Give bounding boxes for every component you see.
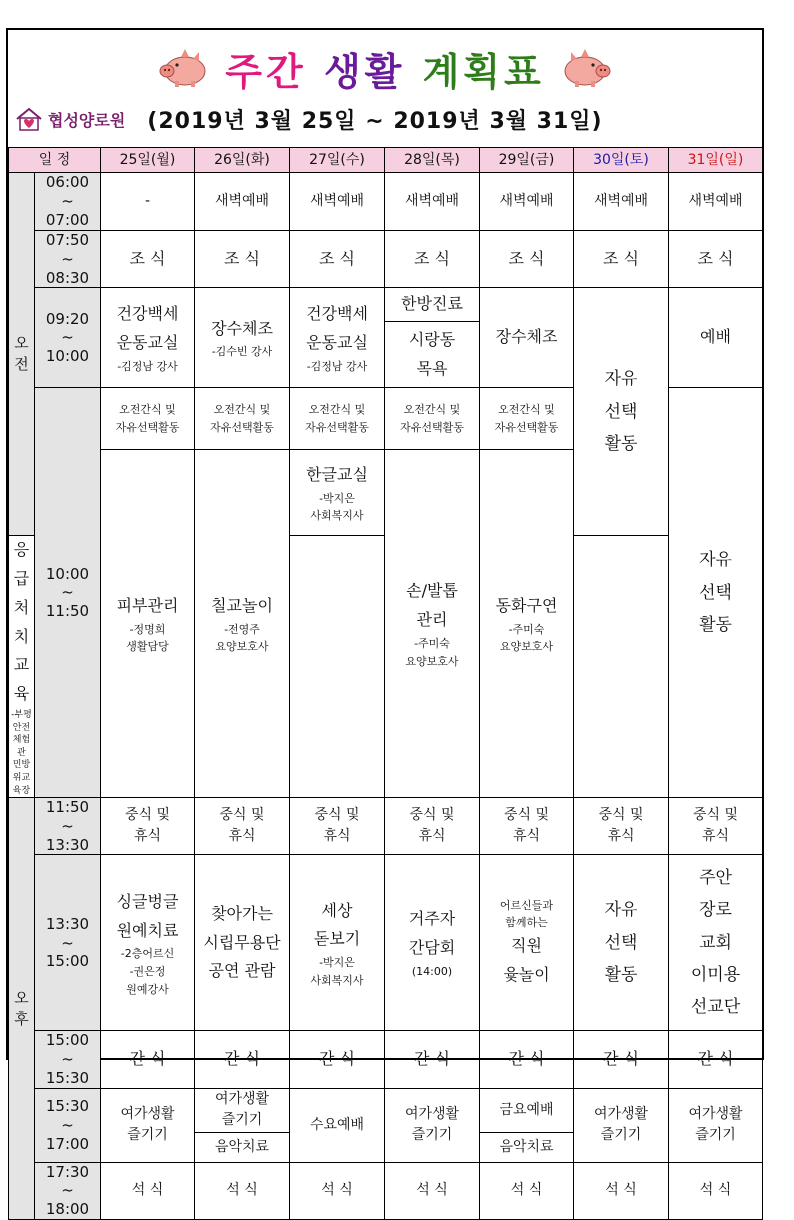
schedule-cell: 조 식 — [101, 231, 195, 288]
time-slot: 07:50 ~ 08:30 — [35, 231, 101, 288]
time-slot: 13:30 ~ 15:00 — [35, 855, 101, 1031]
schedule-cell: 간 식 — [101, 1031, 195, 1088]
schedule-cell: 새벽예배 — [669, 173, 763, 231]
schedule-cell: 조 식 — [669, 231, 763, 288]
schedule-cell: 간 식 — [480, 1031, 574, 1088]
page-title — [225, 41, 544, 96]
schedule-cell: 자유 선택 활동 — [574, 288, 669, 536]
header-row — [9, 148, 763, 173]
time-slot: 15:30 ~ 17:00 — [35, 1088, 101, 1162]
day-header: 26일(화) — [195, 148, 290, 173]
schedule-cell: 어르신들과 함께하는 직원 윷놀이 — [480, 855, 574, 1031]
schedule-cell: 시랑동 목욕 — [385, 322, 480, 388]
title-word: 주간 — [225, 49, 307, 94]
schedule-header: 일 정 — [9, 148, 101, 173]
schedule-cell: 조 식 — [574, 231, 669, 288]
schedule-cell: 건강백세 운동교실 -김정남 강사 — [290, 288, 385, 388]
schedule-cell: 석 식 — [480, 1162, 574, 1219]
schedule-cell: 오전간식 및 자유선택활동 — [195, 388, 290, 450]
schedule-cell: 조 식 — [480, 231, 574, 288]
weekly-schedule-table — [8, 147, 763, 1220]
schedule-cell: 여가생활 즐기기 — [101, 1088, 195, 1162]
pig-icon — [155, 47, 211, 89]
schedule-cell: 금요예배 — [480, 1088, 574, 1132]
schedule-cell: 자유 선택 활동 — [669, 388, 763, 798]
schedule-cell: 예배 — [669, 288, 763, 388]
schedule-cell: 오전간식 및 자유선택활동 — [101, 388, 195, 450]
schedule-cell: 중식 및 휴식 — [480, 798, 574, 855]
schedule-cell: 중식 및 휴식 — [195, 798, 290, 855]
schedule-cell: 한글교실 -박지은 사회복지사 — [290, 450, 385, 536]
schedule-cell: 간 식 — [195, 1031, 290, 1088]
subtitle-row — [14, 100, 754, 138]
schedule-cell: 여가생활 즐기기 — [385, 1088, 480, 1162]
schedule-cell: 오전간식 및 자유선택활동 — [385, 388, 480, 450]
time-slot: 11:50 ~ 13:30 — [35, 798, 101, 855]
day-header: 25일(월) — [101, 148, 195, 173]
pig-icon — [559, 47, 615, 89]
facility-logo — [14, 106, 125, 132]
table-row — [9, 1031, 763, 1088]
schedule-cell: 석 식 — [101, 1162, 195, 1219]
am-label: 오 전 — [9, 173, 35, 536]
schedule-cell: 응급처치 교육 -부평안전체험관 민방위교육장 — [9, 536, 35, 798]
schedule-cell: 중식 및 휴식 — [290, 798, 385, 855]
schedule-cell: 피부관리 -정명희 생활담당 — [101, 450, 195, 798]
schedule-cell: 오전간식 및 자유선택활동 — [480, 388, 574, 450]
schedule-cell: 석 식 — [385, 1162, 480, 1219]
pm-label: 오 후 — [9, 798, 35, 1220]
schedule-cell: 오전간식 및 자유선택활동 — [290, 388, 385, 450]
schedule-cell: 새벽예배 — [480, 173, 574, 231]
schedule-cell: 중식 및 휴식 — [574, 798, 669, 855]
day-header: 27일(수) — [290, 148, 385, 173]
time-slot: 06:00 ~ 07:00 — [35, 173, 101, 231]
schedule-cell: 새벽예배 — [385, 173, 480, 231]
table-row — [9, 173, 763, 231]
title-word: 생활 — [323, 49, 406, 94]
schedule-cell: 간 식 — [669, 1031, 763, 1088]
schedule-cell: 손/발톱 관리 -주미숙 요양보호사 — [385, 450, 480, 798]
schedule-cell: 한방진료 — [385, 288, 480, 322]
time-slot: 10:00 ~ 11:50 — [35, 388, 101, 798]
time-slot: 17:30 ~ 18:00 — [35, 1162, 101, 1219]
schedule-cell: 조 식 — [290, 231, 385, 288]
title-row — [8, 38, 762, 98]
schedule-cell: 조 식 — [195, 231, 290, 288]
schedule-cell: 중식 및 휴식 — [385, 798, 480, 855]
table-row — [9, 798, 763, 855]
table-row — [9, 1162, 763, 1219]
schedule-cell: 석 식 — [195, 1162, 290, 1219]
date-period: (2019년 3월 25일 ~ 2019년 3월 31일) — [147, 108, 603, 134]
day-header-sunday: 31일(일) — [669, 148, 763, 173]
schedule-cell: 여가생활 즐기기 — [574, 1088, 669, 1162]
schedule-cell: 조 식 — [385, 231, 480, 288]
day-header-saturday: 30일(토) — [574, 148, 669, 173]
schedule-cell: 거주자 간담회 (14:00) — [385, 855, 480, 1031]
schedule-cell: - — [101, 173, 195, 231]
schedule-cell: 찾아가는 시립무용단 공연 관람 — [195, 855, 290, 1031]
facility-name: 협성양로원 — [48, 110, 126, 130]
day-header: 28일(목) — [385, 148, 480, 173]
schedule-cell: 새벽예배 — [290, 173, 385, 231]
schedule-cell: 간 식 — [290, 1031, 385, 1088]
schedule-cell: 세상 돋보기 -박지은 사회복지사 — [290, 855, 385, 1031]
schedule-cell: 음악치료 — [480, 1132, 574, 1162]
schedule-cell: 석 식 — [574, 1162, 669, 1219]
schedule-cell: 음악치료 — [195, 1132, 290, 1162]
table-row — [9, 231, 763, 288]
time-slot: 15:00 ~ 15:30 — [35, 1031, 101, 1088]
title-word: 계획표 — [422, 49, 545, 94]
schedule-cell: 장수체조 — [480, 288, 574, 388]
day-header: 29일(금) — [480, 148, 574, 173]
schedule-cell: 칠교놀이 -전영주 요양보호사 — [195, 450, 290, 798]
table-row — [9, 288, 763, 322]
schedule-cell: 싱글벙글 원예치료 -2층어르신 -권은정 원예강사 — [101, 855, 195, 1031]
heart-house-icon — [14, 106, 44, 132]
table-row — [9, 855, 763, 1031]
schedule-cell: 중식 및 휴식 — [669, 798, 763, 855]
schedule-cell: 새벽예배 — [574, 173, 669, 231]
schedule-cell: 주안 장로 교회 이미용 선교단 — [669, 855, 763, 1031]
schedule-cell: 자유 선택 활동 — [574, 855, 669, 1031]
schedule-cell: 새벽예배 — [195, 173, 290, 231]
schedule-cell: 간 식 — [574, 1031, 669, 1088]
schedule-cell: 석 식 — [669, 1162, 763, 1219]
schedule-cell: 장수체조 -김수빈 강사 — [195, 288, 290, 388]
schedule-cell: 여가생활 즐기기 — [195, 1088, 290, 1132]
schedule-cell: 여가생활 즐기기 — [669, 1088, 763, 1162]
time-slot: 09:20 ~ 10:00 — [35, 288, 101, 388]
table-row — [9, 1088, 763, 1132]
schedule-cell: 간 식 — [385, 1031, 480, 1088]
schedule-cell: 석 식 — [290, 1162, 385, 1219]
schedule-cell: 수요예배 — [290, 1088, 385, 1162]
schedule-cell: 중식 및 휴식 — [101, 798, 195, 855]
schedule-cell: 동화구연 -주미숙 요양보호사 — [480, 450, 574, 798]
schedule-cell: 건강백세 운동교실 -김정남 강사 — [101, 288, 195, 388]
